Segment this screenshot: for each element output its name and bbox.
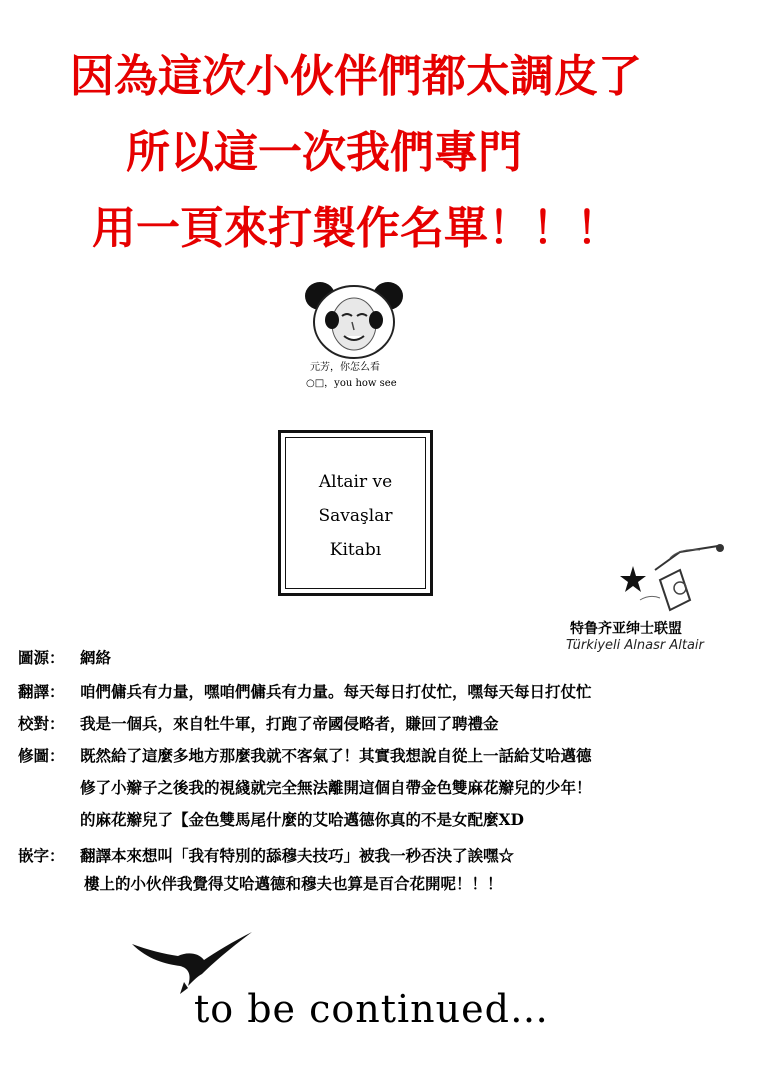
headline-line-2: 所以這一次我們專門 (126, 128, 522, 178)
title-line-2: Savaşlar (318, 506, 393, 526)
title-line-3: Kitabı (329, 540, 382, 560)
credit-text-retouch-1: 既然給了這麼多地方那麼我就不客氣了！其實我想說自從上一話給艾哈邁德 (80, 746, 592, 765)
meme-caption-cn: 元芳，你怎么看 (310, 362, 380, 373)
credit-text-retouch-2: 修了小辮子之後我的視綫就完全無法離開這個自帶金色雙麻花辮兒的少年！ (80, 778, 592, 797)
credit-text-retouch-3: 的麻花辮兒了【金色雙馬尾什麼的艾哈邁德你真的不是女配麼XD (80, 810, 524, 829)
headline-line-3: 用一頁來打製作名單！！！ (92, 204, 620, 254)
panda-meme (300, 278, 408, 392)
to-be-continued: to be continued… (194, 987, 549, 1031)
logo-name-cn: 特鲁齐亚绅士联盟 (570, 621, 682, 637)
title-line-1: Altair ve (318, 472, 393, 492)
headline-line-1: 因為這次小伙伴們都太調皮了 (70, 52, 642, 102)
credit-text-translation: 咱們傭兵有力量，嘿咱們傭兵有力量。每天每日打仗忙，嘿每天每日打仗忙 (80, 682, 592, 701)
star-lantern-icon (600, 540, 740, 620)
credit-text-source: 網絡 (80, 648, 112, 667)
credit-text-typeset-1: 翻譯本來想叫「我有特別的舔穆夫技巧」被我一秒否決了誒嘿☆ (80, 846, 515, 865)
logo-name-tr: Türkiyeli Alnasr Altair (566, 638, 704, 653)
panda-face-icon (302, 278, 406, 362)
meme-caption-en: ○□，you how see (306, 378, 397, 389)
credit-label-proofread: 校對： (18, 714, 65, 733)
title-box (278, 430, 433, 596)
credit-label-source: 圖源： (18, 648, 65, 667)
credit-label-retouch: 修圖： (18, 746, 65, 765)
title-box-inner-border (285, 437, 426, 589)
group-logo (560, 540, 760, 660)
credit-text-proofread: 我是一個兵，來自牡牛軍，打跑了帝國侵略者，賺回了聘禮金 (80, 714, 499, 733)
credit-label-typeset: 嵌字： (18, 846, 65, 865)
credit-text-typeset-2: 樓上的小伙伴我覺得艾哈邁德和穆夫也算是百合花開呢！！！ (84, 874, 503, 893)
credit-label-translation: 翻譯： (18, 682, 65, 701)
